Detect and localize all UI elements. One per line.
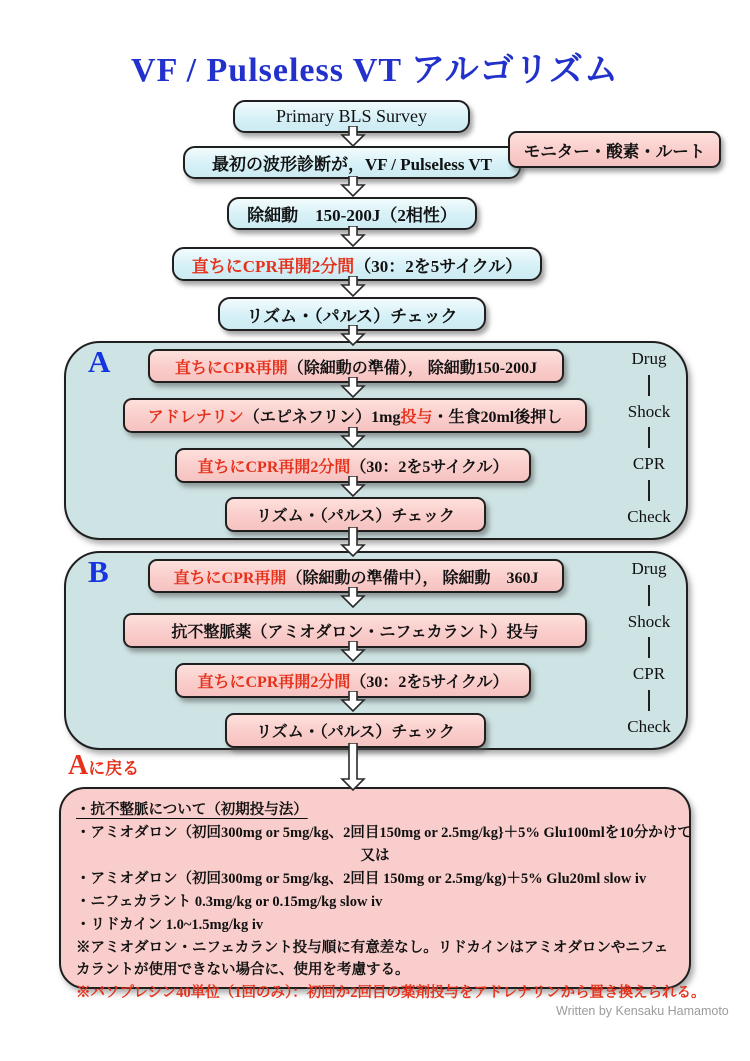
down-arrow-icon [340,325,366,346]
down-arrow-icon [340,126,366,147]
notes-or-line: 又は [360,848,390,864]
notes-vasopressin-warning: ※バソプレシン40単位（1回のみ）：初回か2回目の薬剤投与をアドレナリンから置き換えられる。 [76,985,706,1001]
monitor-note-label: モニター・酸素・ルート [523,141,706,161]
b-step2-label: 抗不整脈薬（アミオダロン・ニフェカラント）投与 [171,624,539,641]
sequence-connector-line [648,585,650,606]
sequence-label-check: Check [627,506,671,526]
cpr-restart-red-label: 直ちにCPR再開2分間 [191,256,355,276]
down-arrow-icon [340,476,366,497]
primary-bls-label: Primary BLS Survey [276,106,427,126]
a-step1-red-label: 直ちにCPR再開 [174,359,288,377]
notes-heading: ・抗不整脈について（初期投与法） [76,802,308,818]
b-step3-black-label: （30：2を5サイクル） [350,674,509,691]
down-arrow-icon [340,226,366,247]
notes-amiodarone-glu20-line: ・アミオダロン（初回300mg or 5mg/kg、2回目 150mg or 2.5mg/kg)＋5% Glu20ml slow iv [76,871,647,887]
b-step4-label: リズム・（パルス）チェック [256,724,455,741]
down-arrow-icon [340,427,366,448]
down-arrow-icon [340,691,366,712]
down-arrow-icon [340,377,366,398]
return-note-text: に戻る [88,759,140,778]
a-step2-detail-label: （エピネフリン）1mg [243,409,401,426]
sequence-label-cpr: CPR [632,454,666,474]
down-arrow-icon [340,587,366,608]
monitor-note-box [508,131,721,168]
sequence-connector-line [648,637,650,658]
panel-b-label: B [88,554,109,589]
sequence-connector-line [648,427,650,448]
rhythm-check-label: リズム・（パルス）チェック [246,306,458,326]
defibrillation-label: 除細動 150-200J（2相性） [247,206,457,225]
sequence-label-cpr: CPR [632,664,666,684]
a-step2-dose-label: 投与 [400,409,433,426]
page-title: VF / Pulseless VT アルゴリズム [131,52,619,89]
a-step1-black-label: （除細動の準備）， 除細動150-200J [287,359,538,377]
sequence-label-check: Check [627,716,671,736]
down-arrow-icon [340,743,366,791]
sequence-label-shock: Shock [627,611,671,631]
sequence-connector-line [648,375,650,396]
down-arrow-icon [340,176,366,197]
b-step3-red-label: 直ちにCPR再開2分間 [197,674,351,691]
b-step1-black-label: （除細動の準備中）， 除細動 360J [286,569,539,587]
a-step3-black-label: （30：2を5サイクル） [350,459,509,476]
a-step4-label: リズム・（パルス）チェック [256,508,455,525]
down-arrow-icon [340,276,366,297]
sequence-connector-line [648,480,650,501]
notes-lidocaine-line: ・リドカイン 1.0~1.5mg/kg iv [76,917,264,933]
return-to-a-note [68,750,139,782]
a-step2-flush-label: ・生食20ml後押し [432,409,563,426]
a-step2-drug-label: アドレナリン [147,409,244,426]
panel-b-sequence-column [614,559,684,737]
author-credit: Written by Kensaku Hamamoto [556,1004,729,1018]
panel-a-label: A [88,344,111,379]
cpr-restart-black-label: （30：2を5サイクル） [354,256,523,276]
return-note-letter: A [68,750,89,781]
sequence-label-drug: Drug [631,559,667,578]
antiarrhythmic-notes-box [59,787,706,1001]
flow-box-initial-rhythm [183,146,521,179]
sequence-label-shock: Shock [627,401,671,421]
down-arrow-icon [340,641,366,662]
notes-order-remark-line: ※アミオダロン・ニフェカラント投与順に有意差なし。リドカインはアミオダロンやニフェカラントが使用できない場合に、使用を考慮する。 [76,940,669,978]
down-arrow-icon [340,527,366,557]
notes-amiodarone-glu100-line: ・アミオダロン（初回300mg or 5mg/kg、2回目150mg or 2.5mg/kg}＋5% Glu100mlを10分かけて [76,825,692,841]
sequence-label-drug: Drug [631,349,667,368]
b-step1-red-label: 直ちにCPR再開 [173,569,287,587]
panel-a-sequence-column [614,349,684,527]
a-step3-red-label: 直ちにCPR再開2分間 [197,459,351,476]
sequence-connector-line [648,690,650,711]
initial-rhythm-label: 最初の波形診断が，VF / Pulseless VT [211,155,493,174]
notes-nifekalant-line: ・ニフェカラント 0.3mg/kg or 0.15mg/kg slow iv [76,894,383,910]
